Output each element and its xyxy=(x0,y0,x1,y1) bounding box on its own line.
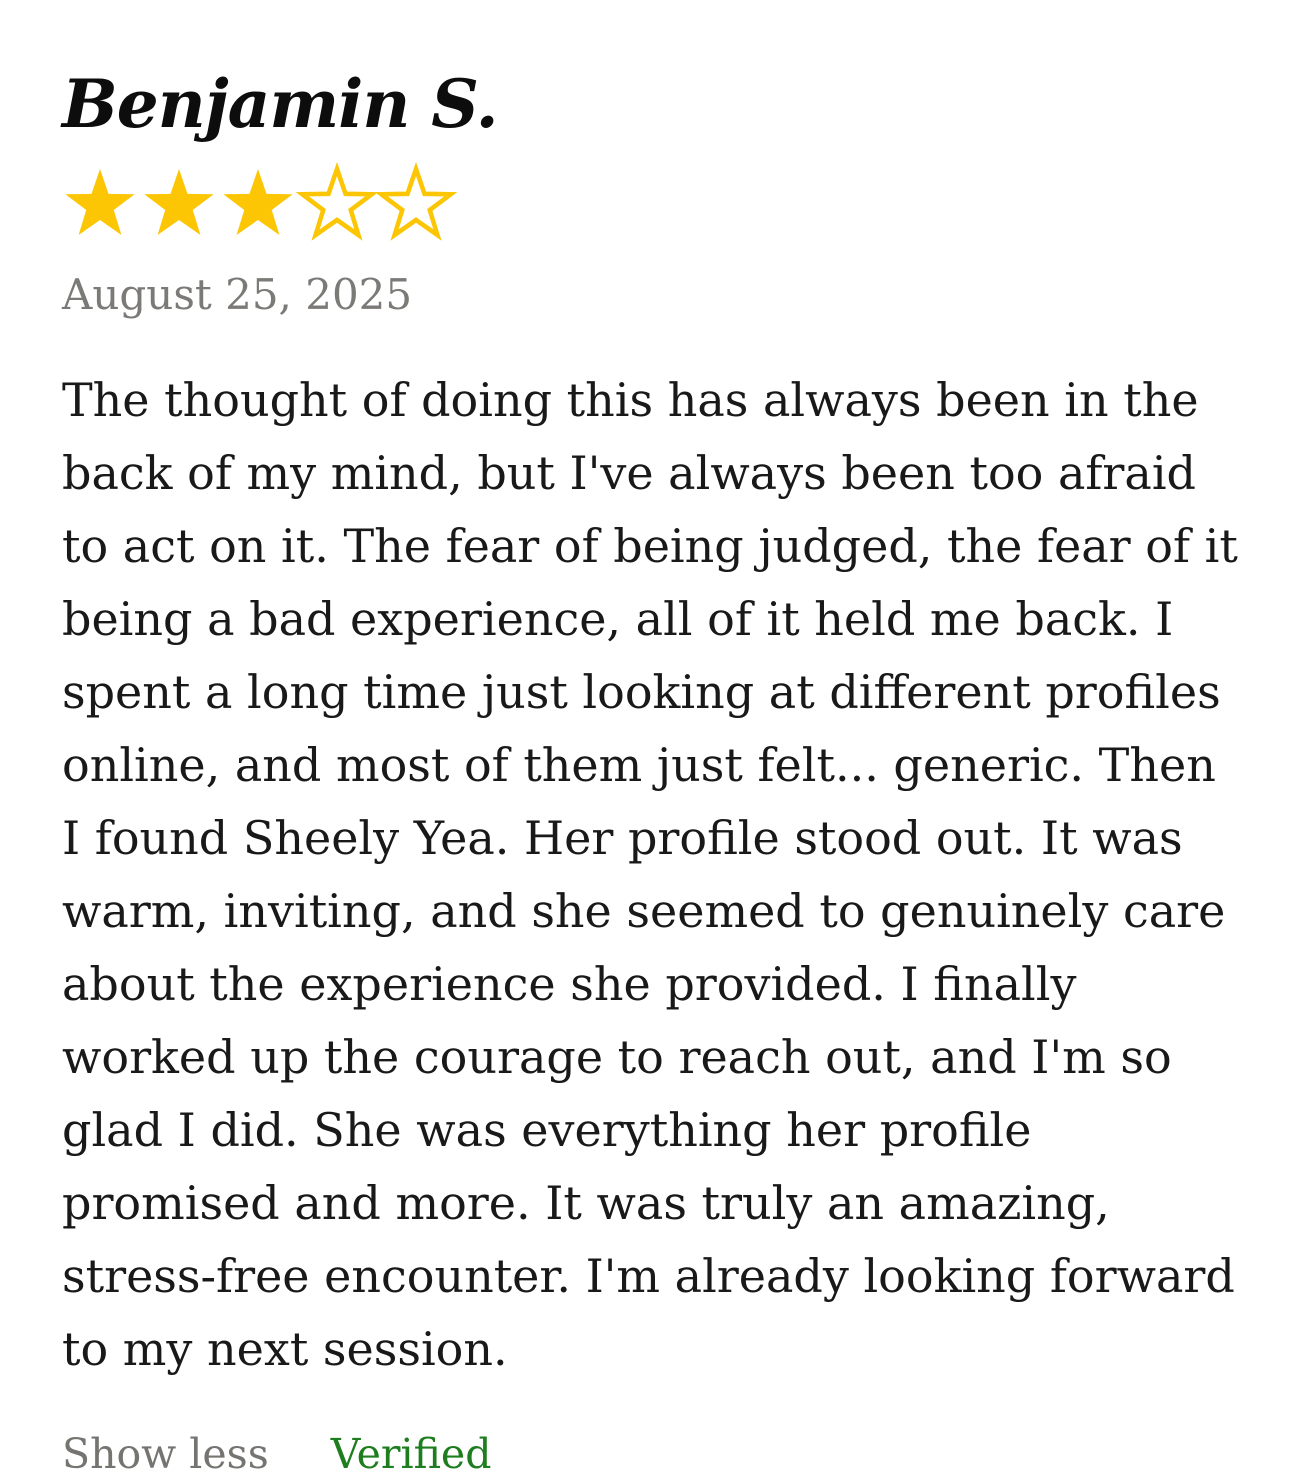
star-rating xyxy=(62,166,1238,242)
star-filled-icon xyxy=(62,166,138,242)
review-footer xyxy=(62,1430,1238,1479)
star-empty-icon xyxy=(299,166,375,242)
verified-badge: Verified xyxy=(330,1430,492,1479)
review-body-text: The thought of doing this has always been in the back of my mind, but I've always been too afraid to act on it. The fear of being judged, the fear of it being a bad experience, all of it held me back. I spent a long time just looking at different profiles online, and most of them just felt... generic. Then I found Sheely Yea. Her profile stood out. It was warm, inviting, and she seemed to genuinely care about the experience she provided. I finally worked up the courage to reach out, and I'm so glad I did. She was everything her profile promised and more. It was truly an amazing, stress-free encounter. I'm already looking forward to my next session. xyxy=(62,373,1238,1377)
review-date: August 25, 2025 xyxy=(62,269,413,319)
star-filled-icon xyxy=(220,166,296,242)
reviewer-name: Benjamin S. xyxy=(62,65,498,143)
star-filled-icon xyxy=(141,166,217,242)
star-empty-icon xyxy=(378,166,454,242)
show-less-link[interactable]: Show less xyxy=(62,1430,269,1479)
